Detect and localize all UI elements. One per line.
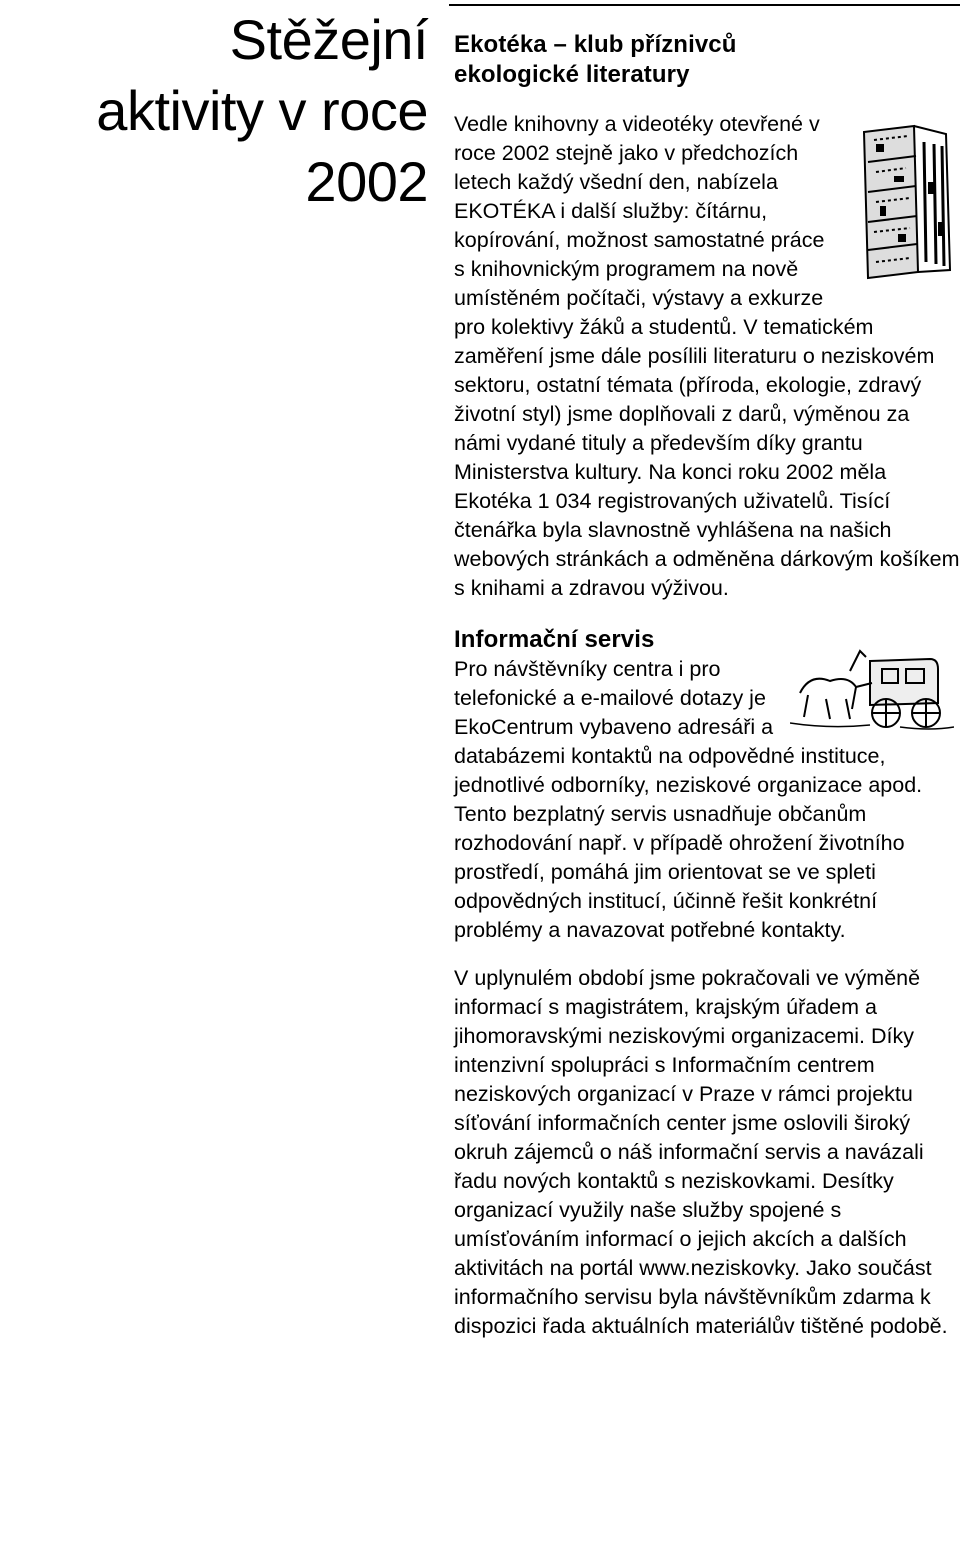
side-title-line: aktivity v roce xyxy=(96,79,428,142)
side-title-line: Stěžejní xyxy=(229,8,428,71)
main-content xyxy=(454,30,960,1341)
ekoteka-section xyxy=(454,30,960,603)
horse-carriage-drawing xyxy=(790,643,954,733)
servis-paragraph-2: V uplynulém období jsme pokračovali ve výměně informací s magistrátem, krajským úřadem a jihomoravskými neziskovými organizacemi. Díky intenzivní spolupráci s Informačním centrem neziskových organizací v Praze v rámci projektu síťování informačních center jsme oslovili široký okruh zájemců o náš informační servis a navázali řadu nových kontaktů s neziskovkami. Desítky organizací využily naše služby spojené s umísťováním informací o jejich akcích a dalších aktivitách na portál www.neziskovky. Jako součást informačního servisu byla návštěvníkům zdarma k dispozici řada aktuálních materiálův tištěné podobě. xyxy=(454,966,948,1338)
side-title-line: 2002 xyxy=(305,150,428,213)
page-side-title xyxy=(0,4,428,217)
book-stack-drawing xyxy=(854,122,954,282)
servis-section xyxy=(454,625,960,1341)
header-rule xyxy=(449,4,960,6)
servis-paragraph-1: Pro návštěvníky centra i pro telefonické a e-mailové dotazy je EkoCentrum vybaveno adresáři a databázemi kontaktů na odpovědné instituce, jednotlivé odborníky, neziskové organizace apod. Tento bezplatný servis usnadňuje občanům rozhodování např. v případě ohrožení životního prostředí, pomáhá jim orientovat se ve spleti odpovědných institucí, účinně řešit konkrétní problémy a navazovat potřebné kontakty. xyxy=(454,655,960,945)
ekoteka-text: Vedle knihovny a videotéky otevřené v roce 2002 stejně jako v předchozích letech každý všední den, nabízela EKOTÉKA i další služby: čítárnu, kopírování, možnost samostatné práce s knihovnickým programem na nově umístěném počítači, výstavy a exkurze pro kolektivy žáků a studentů. V tematickém zaměření jsme dále posílili literaturu o neziskovém sektoru, ostatní témata (příroda, ekologie, zdravý životní styl) jsme doplňovali z darů, výměnou za námi vydané tituly a především díky grantu Ministerstva kultury. Na konci roku 2002 měla Ekotéka 1 034 registrovaných uživatelů. Tisící čtenářka byla slavnostně vyhlášena na našich webových stránkách a odměněna dárkovým košíkem s knihami a zdravou výživou. xyxy=(454,112,960,600)
servis-heading: Informační servis xyxy=(454,626,655,653)
ekoteka-heading: Ekotéka – klub příznivců ekologické literatury xyxy=(454,31,737,88)
